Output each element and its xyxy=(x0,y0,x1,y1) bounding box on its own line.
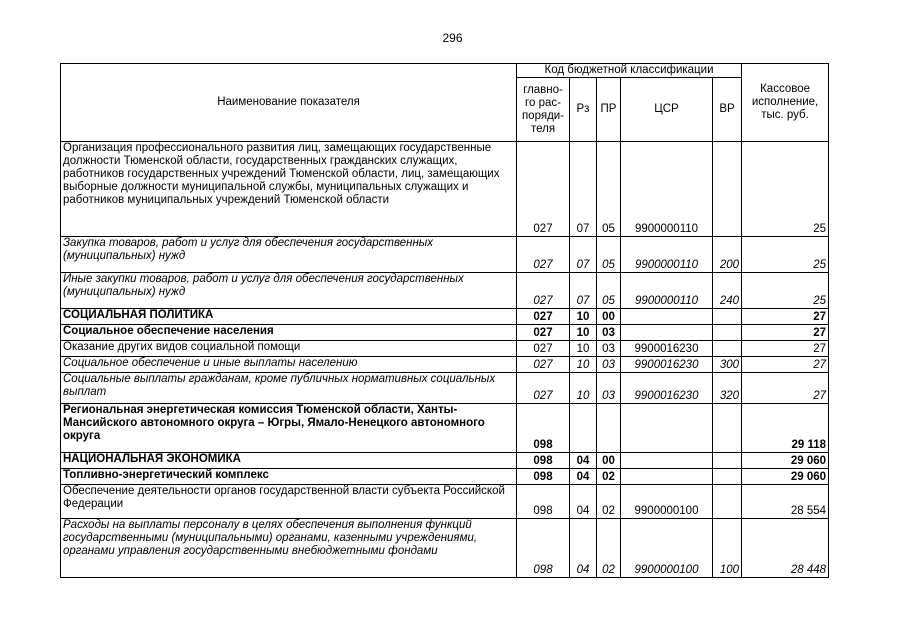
cell-pr: 02 xyxy=(597,485,621,519)
cell-name: СОЦИАЛЬНАЯ ПОЛИТИКА xyxy=(61,309,517,325)
cell-rz: 07 xyxy=(570,237,597,273)
cell-pr: 00 xyxy=(597,309,621,325)
header-sum: Кассовое исполнение, тыс. руб. xyxy=(742,64,829,142)
cell-pr: 02 xyxy=(597,469,621,485)
cell-pr: 02 xyxy=(597,519,621,578)
cell-pr: 05 xyxy=(597,273,621,309)
cell-name: Оказание других видов социальной помощи xyxy=(61,341,517,357)
header-name: Наименование показателя xyxy=(61,64,517,142)
cell-sum: 27 xyxy=(742,357,829,373)
cell-sum: 25 xyxy=(742,237,829,273)
cell-glav: 027 xyxy=(517,373,570,404)
cell-rz: 10 xyxy=(570,357,597,373)
header-csr: ЦСР xyxy=(621,78,713,142)
cell-vr: 200 xyxy=(713,237,742,273)
cell-sum: 27 xyxy=(742,309,829,325)
cell-rz: 10 xyxy=(570,309,597,325)
cell-pr: 03 xyxy=(597,373,621,404)
cell-csr xyxy=(621,453,713,469)
table-row xyxy=(61,309,829,325)
table-row xyxy=(61,341,829,357)
cell-vr: 100 xyxy=(713,519,742,578)
cell-csr: 9900000100 xyxy=(621,485,713,519)
cell-vr: 300 xyxy=(713,357,742,373)
budget-table xyxy=(60,63,829,578)
cell-pr: 03 xyxy=(597,357,621,373)
cell-csr xyxy=(621,404,713,453)
header-vr: ВР xyxy=(713,78,742,142)
table-row xyxy=(61,273,829,309)
cell-name: Расходы на выплаты персоналу в целях обеспечения выполнения функций государственными (муниципальными) органами, казенными учреждениями, органами управления государственными внебюджетными фондами xyxy=(61,519,517,578)
cell-pr: 05 xyxy=(597,237,621,273)
cell-rz: 04 xyxy=(570,453,597,469)
table-row xyxy=(61,357,829,373)
table-header xyxy=(61,64,829,142)
cell-rz: 10 xyxy=(570,325,597,341)
cell-csr: 9900000110 xyxy=(621,142,713,237)
cell-pr xyxy=(597,404,621,453)
cell-sum: 27 xyxy=(742,373,829,404)
table-row xyxy=(61,404,829,453)
cell-glav: 098 xyxy=(517,404,570,453)
cell-vr xyxy=(713,469,742,485)
header-rz: Рз xyxy=(570,78,597,142)
table-row xyxy=(61,469,829,485)
cell-vr: 240 xyxy=(713,273,742,309)
page-number: 296 xyxy=(442,31,463,45)
cell-pr: 05 xyxy=(597,142,621,237)
cell-name: Социальное обеспечение и иные выплаты населению xyxy=(61,357,517,373)
cell-glav: 098 xyxy=(517,519,570,578)
cell-csr: 9900000110 xyxy=(621,237,713,273)
cell-csr: 9900016230 xyxy=(621,341,713,357)
cell-glav: 098 xyxy=(517,453,570,469)
cell-sum: 29 060 xyxy=(742,453,829,469)
table-row xyxy=(61,485,829,519)
cell-pr: 03 xyxy=(597,325,621,341)
cell-rz: 10 xyxy=(570,373,597,404)
cell-vr xyxy=(713,453,742,469)
cell-rz: 07 xyxy=(570,142,597,237)
cell-rz: 04 xyxy=(570,519,597,578)
cell-rz: 07 xyxy=(570,273,597,309)
cell-name: НАЦИОНАЛЬНАЯ ЭКОНОМИКА xyxy=(61,453,517,469)
cell-csr xyxy=(621,309,713,325)
cell-vr xyxy=(713,142,742,237)
cell-vr xyxy=(713,404,742,453)
table-row xyxy=(61,519,829,578)
cell-name: Социальные выплаты гражданам, кроме публичных нормативных социальных выплат xyxy=(61,373,517,404)
header-glav: главно-го рас-поряди-теля xyxy=(517,78,570,142)
cell-csr xyxy=(621,325,713,341)
cell-name: Социальное обеспечение населения xyxy=(61,325,517,341)
cell-name: Обеспечение деятельности органов государственной власти субъекта Российской Федерации xyxy=(61,485,517,519)
cell-rz xyxy=(570,404,597,453)
cell-vr: 320 xyxy=(713,373,742,404)
cell-csr: 9900016230 xyxy=(621,357,713,373)
cell-sum: 29 060 xyxy=(742,469,829,485)
cell-glav: 027 xyxy=(517,142,570,237)
cell-csr: 9900000110 xyxy=(621,273,713,309)
cell-rz: 04 xyxy=(570,485,597,519)
cell-glav: 027 xyxy=(517,325,570,341)
cell-name: Региональная энергетическая комиссия Тюменской области, Ханты-Мансийского автономного округа – Югры, Ямало-Ненецкого автономного округа xyxy=(61,404,517,453)
cell-sum: 25 xyxy=(742,142,829,237)
cell-glav: 098 xyxy=(517,485,570,519)
cell-rz: 04 xyxy=(570,469,597,485)
cell-csr: 9900000100 xyxy=(621,519,713,578)
cell-glav: 027 xyxy=(517,341,570,357)
cell-sum: 25 xyxy=(742,273,829,309)
table-row xyxy=(61,325,829,341)
cell-vr xyxy=(713,341,742,357)
cell-csr: 9900016230 xyxy=(621,373,713,404)
table-row xyxy=(61,453,829,469)
cell-glav: 027 xyxy=(517,309,570,325)
cell-sum: 28 448 xyxy=(742,519,829,578)
table-row xyxy=(61,237,829,273)
cell-sum: 27 xyxy=(742,325,829,341)
table-body xyxy=(61,142,829,578)
cell-vr xyxy=(713,309,742,325)
header-pr: ПР xyxy=(597,78,621,142)
table-row xyxy=(61,373,829,404)
cell-sum: 29 118 xyxy=(742,404,829,453)
cell-pr: 00 xyxy=(597,453,621,469)
cell-glav: 098 xyxy=(517,469,570,485)
cell-glav: 027 xyxy=(517,273,570,309)
cell-glav: 027 xyxy=(517,357,570,373)
cell-vr xyxy=(713,485,742,519)
cell-vr xyxy=(713,325,742,341)
cell-csr xyxy=(621,469,713,485)
cell-name: Закупка товаров, работ и услуг для обеспечения государственных (муниципальных) нужд xyxy=(61,237,517,273)
table-row xyxy=(61,142,829,237)
cell-name: Иные закупки товаров, работ и услуг для обеспечения государственных (муниципальных) нужд xyxy=(61,273,517,309)
cell-name: Топливно-энергетический комплекс xyxy=(61,469,517,485)
cell-pr: 03 xyxy=(597,341,621,357)
cell-name: Организация профессионального развития лиц, замещающих государственные должности Тюменской области, государственных гражданских служащих, работников государственных учреждений Тюменской области, лиц, замещающих выборные должности муниципальной службы, муниципальных служащих и работников муниципальных учреждений Тюменской области xyxy=(61,142,517,237)
cell-sum: 28 554 xyxy=(742,485,829,519)
cell-rz: 10 xyxy=(570,341,597,357)
header-code-group: Код бюджетной классификации xyxy=(517,64,742,78)
cell-glav: 027 xyxy=(517,237,570,273)
cell-sum: 27 xyxy=(742,341,829,357)
